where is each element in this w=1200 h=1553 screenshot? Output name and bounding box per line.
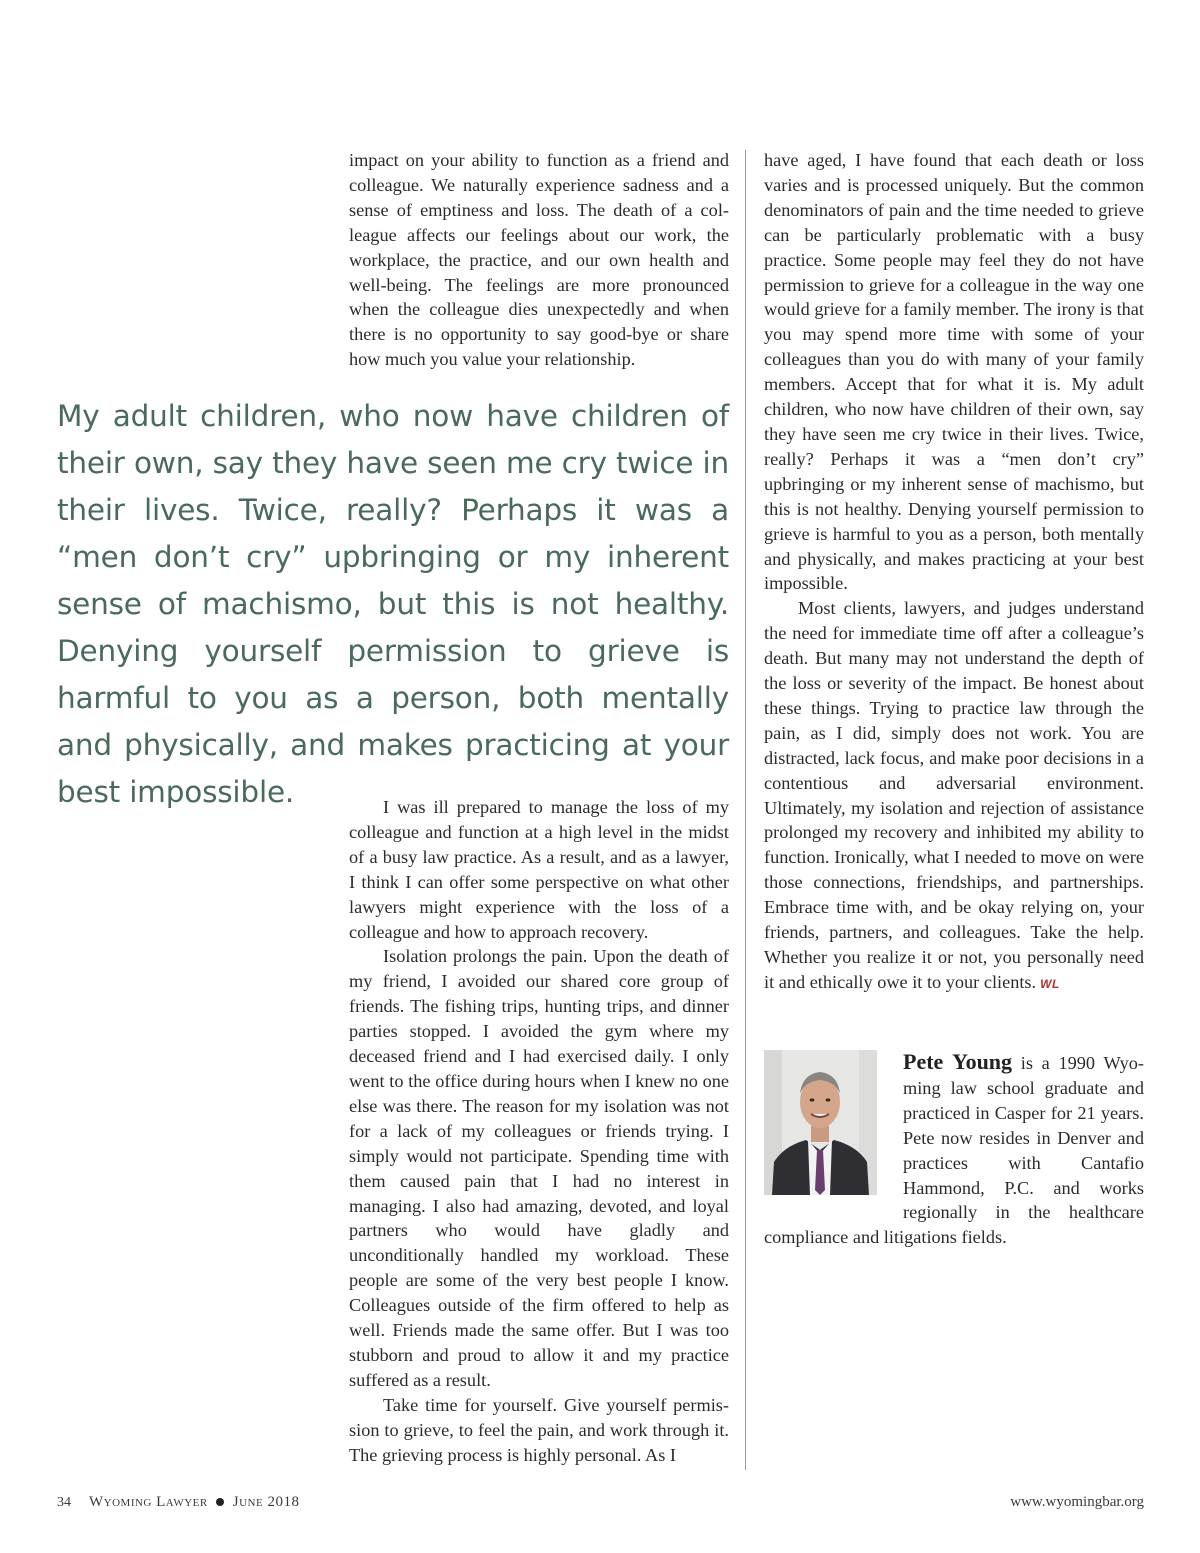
paragraph: have aged, I have found that each death or loss varies and is processed uniquely. But the common denominators of pain and the time needed to grieve can be particularly problematic with a busy practice. Some people may feel they do not have permission to grieve for a colleague in the way one would grieve for a family member. The irony is that you may spend more time with some of your colleagues than you do with many of your family members. Accept that for what it is. My adult children, who now have children of their own, say they have seen me cry twice in their lives. Twice, really? Perhaps it was a “men don’t cry” upbringing or my inherent sense of machismo, but this is not healthy. Denying yourself permission to grieve is harmful to you as a person, both mentally and physically, and makes practicing at your best impossible.	[764, 150, 1144, 594]
paragraph: I was ill prepared to manage the loss of my colleague and function at a high level in the midst of a busy law practice. As a result, and as a lawyer, I think I can offer some perspective on what other lawyers might experience with the loss of a colleague and how to approach recovery.	[349, 797, 729, 942]
pull-quote-text: My adult children, who now have children of their own, say they have seen me cry twice in their lives. Twice, really? Perhaps it was a “men don’t cry” upbringing or my inherent sense of machismo, but this is not healthy. Denying yourself permission to grieve is harmful to you as a person, both mentally and physically, and makes practicing at your best impossible.	[57, 399, 729, 809]
paragraph-text: Most clients, lawyers, and judges understand the need for immediate time off after a colleague’s death. But many may not understand the depth of the loss or severity of the impact. Be honest about these things. Trying to practice law through the pain, as I did, simply does not work. You are distracted, lack focus, and make poor decisions in a contentious and adversarial environment. Ultimately, my isolation and rejection of assistance prolonged my recovery and inhibited my ability to function. Ironically, what I needed to move on were those connections, friendships, and partnerships. Embrace time with, and be okay relying on, your friends, partners, and colleagues. Take the help. Whether you realize it or not, you personally need it and ethically owe it to your clients.	[764, 598, 1144, 992]
article-column-right	[764, 148, 1144, 997]
article-column-left-top	[349, 148, 729, 372]
author-portrait-illustration	[764, 1050, 877, 1195]
article-column-left-bottom	[349, 795, 729, 1467]
author-name: Pete Young	[903, 1049, 1013, 1074]
pull-quote	[57, 393, 729, 816]
footer-website: www.wyomingbar.org	[1010, 1494, 1144, 1510]
issue-date: June 2018	[232, 1494, 300, 1510]
paragraph: Take time for yourself. Give yourself permission to grieve, to feel the pain, and work through it. The grieving process is highly personal. As I	[349, 1394, 729, 1465]
footer-left	[57, 1494, 299, 1511]
paragraph: Isolation prolongs the pain. Upon the death of my friend, I avoided our shared core group of friends. The fishing trips, hunting trips, and dinner parties stopped. I avoided the gym where my deceased friend and I had exercised daily. I only went to the office during hours when I knew no one else was there. The reason for my isolation was not for a lack of my colleagues or friends trying. I simply would not participate. Spending time with them caused pain that I had no interest in managing. I also had amazing, devoted, and loyal partners who would have gladly and unconditionally handled my workload. These people are some of the very best people I know. Colleagues outside of the firm offered to help as well. Friends made the same offer. But I was too stubborn and proud to allow it and my practice suffered as a result.	[349, 946, 729, 1390]
paragraph: impact on your ability to function as a friend and colleague. We naturally experience sadness and a sense of emptiness and loss. The death of a colleague affects our feelings about our work, the workplace, the practice, and our own health and well-being. The feelings are more pronounced when the colleague dies unexpectedly and when there is no opportunity to say good-bye or share how much you value your relationship.	[349, 150, 729, 370]
bio-description: is a 1990 Wyoming law school graduate and practiced in Casper for 21 years. Pete now resides in Denver and practices with Cantafio Hammond, P.C. and works regionally in the healthcare compliance and litigations fields.	[764, 1053, 1144, 1248]
author-bio	[764, 1050, 1144, 1250]
author-photo	[764, 1050, 877, 1195]
paragraph-final	[764, 596, 1144, 997]
bullet-icon	[216, 1498, 224, 1506]
end-mark-logo: WL	[1040, 976, 1060, 991]
column-divider	[745, 150, 746, 1470]
page-number: 34	[57, 1495, 71, 1510]
publication-name: Wyoming Lawyer	[89, 1494, 208, 1510]
